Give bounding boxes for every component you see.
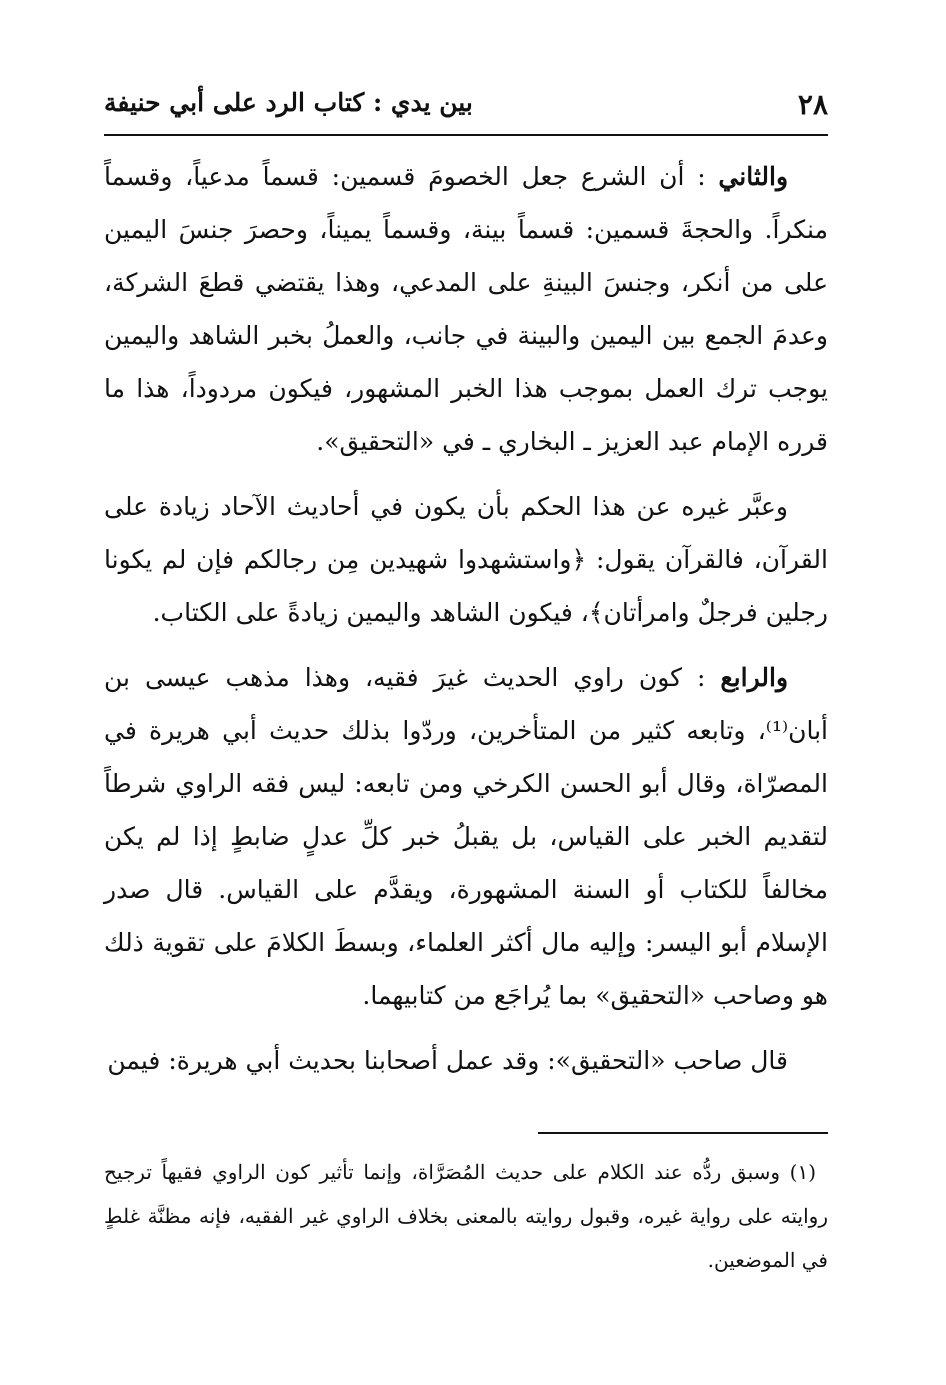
- paragraph-text: : كون راوي الحديث غيرَ فقيه، وهذا مذهب عيسى بن أبان⁽¹⁾، وتابعه كثير من المتأخرين، وردّوا بذلك حديث أبي هريرة في المصرّاة، وقال أبو الحسن الكرخي ومن تابعه: ليس فقه الراوي شرطاً لتقديم الخبر على القياس، بل يقبلُ خبر كلِّ عدلٍ ضابطٍ إذا لم يكن مخالفاً للكتاب أو السنة المشهورة، ويقدَّم على القياس. قال صدر الإسلام أبو اليسر: وإليه مال أكثر العلماء، وبسطَ الكلامَ على تقوية ذلك هو وصاحب «التحقيق» بما يُراجَع من كتابيهما.: [104, 663, 828, 1010]
- page-header: [104, 74, 828, 136]
- paragraph-text: : أن الشرع جعل الخصومَ قسمين: قسماً مدعياً، وقسماً منكراً. والحجةَ قسمين: قسماً بينة، وقسماً يميناً، وحصرَ جنسَ اليمين على من أنكر، وجنسَ البينةِ على المدعي، وهذا يقتضي قطعَ الشركة، وعدمَ الجمع بين اليمين والبينة في جانب، والعملُ بخبر الشاهد واليمين يوجب ترك العمل بموجب هذا الخبر المشهور، فيكون مردوداً، هذا ما قرره الإمام عبد العزيز ـ البخاري ـ في «التحقيق».: [104, 162, 828, 456]
- paragraph-lead: والرابع: [720, 663, 789, 692]
- page-number: ٢٨: [797, 88, 828, 121]
- footnote: [104, 1150, 828, 1282]
- paragraph: [104, 480, 828, 639]
- footnote-text: (١) وسبق ردُّه عند الكلام على حديث المُصَرَّاة، وإنما تأثير كون الراوي فقيهاً ترجيح روايته على رواية غيره، وقبول روايته بالمعنى بخلاف الراوي غير الفقيه، فإنه مظنَّة غلطٍ في الموضعين.: [104, 1160, 828, 1272]
- paragraph-text: قال صاحب «التحقيق»: وقد عمل أصحابنا بحديث أبي هريرة: فيمن: [107, 1046, 788, 1075]
- main-text: [104, 150, 828, 1087]
- paragraph-text: وعبَّر غيره عن هذا الحكم بأن يكون في أحاديث الآحاد زيادة على القرآن، فالقرآن يقول: ﴿واستشهدوا شهيدين مِن رجالكم فإن لم يكونا رجلين فرجلٌ وامرأتان﴾، فيكون الشاهد واليمين زيادةً على الكتاب.: [104, 492, 828, 627]
- running-title: بين يدي : كتاب الرد على أبي حنيفة: [104, 88, 473, 117]
- paragraph: [104, 1034, 828, 1087]
- paragraph-lead: والثاني: [718, 162, 789, 191]
- paragraph: [104, 150, 828, 468]
- footnote-divider: [538, 1132, 828, 1134]
- paragraph: [104, 651, 828, 1022]
